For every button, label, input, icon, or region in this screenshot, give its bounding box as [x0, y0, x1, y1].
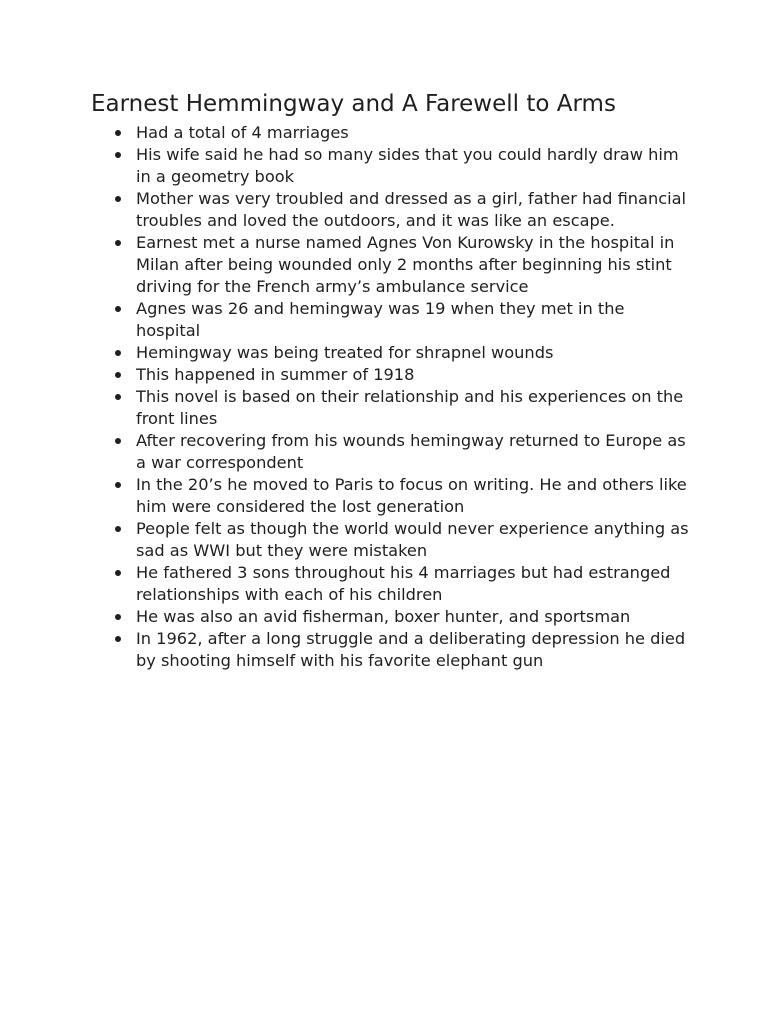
list-item: [113, 298, 693, 342]
bullet-icon: [115, 526, 121, 532]
note-text: He was also an avid fisherman, boxer hunter, and sportsman: [136, 607, 631, 626]
note-text: In 1962, after a long struggle and a deliberating depression he died by shooting himself with his favorite elephant gun: [136, 629, 686, 670]
note-text: This novel is based on their relationship and his experiences on the front lines: [136, 387, 684, 428]
bullet-icon: [115, 394, 121, 400]
note-text: His wife said he had so many sides that you could hardly draw him in a geometry book: [136, 145, 679, 186]
list-item: [113, 364, 693, 386]
note-text: Hemingway was being treated for shrapnel wounds: [136, 343, 554, 362]
bullet-icon: [115, 636, 121, 642]
list-item: [113, 628, 693, 672]
document-title: Earnest Hemmingway and A Farewell to Arms: [91, 91, 616, 117]
bullet-icon: [115, 240, 121, 246]
bullet-icon: [115, 152, 121, 158]
bullet-icon: [115, 438, 121, 444]
note-text: Had a total of 4 marriages: [136, 123, 349, 142]
bullet-icon: [115, 372, 121, 378]
list-item: [113, 562, 693, 606]
list-item: [113, 342, 693, 364]
bullet-icon: [115, 482, 121, 488]
note-text: In the 20’s he moved to Paris to focus on writing. He and others like him were considered the lost generation: [136, 475, 687, 516]
note-text: Mother was very troubled and dressed as a girl, father had financial troubles and loved the outdoors, and it was like an escape.: [136, 189, 687, 230]
list-item: [113, 518, 693, 562]
bullet-icon: [115, 196, 121, 202]
bullet-icon: [115, 306, 121, 312]
bullet-icon: [115, 570, 121, 576]
note-text: People felt as though the world would never experience anything as sad as WWI but they were mistaken: [136, 519, 689, 560]
notes-list: [113, 122, 693, 672]
list-item: [113, 188, 693, 232]
note-text: He fathered 3 sons throughout his 4 marriages but had estranged relationships with each of his children: [136, 563, 671, 604]
list-item: [113, 606, 693, 628]
note-text: After recovering from his wounds hemingway returned to Europe as a war correspondent: [136, 431, 686, 472]
note-text: Agnes was 26 and hemingway was 19 when they met in the hospital: [136, 299, 625, 340]
list-item: [113, 122, 693, 144]
bullet-icon: [115, 614, 121, 620]
bullet-icon: [115, 350, 121, 356]
list-item: [113, 144, 693, 188]
note-text: Earnest met a nurse named Agnes Von Kurowsky in the hospital in Milan after being wounded only 2 months after beginning his stint driving for the French army’s ambulance service: [136, 233, 675, 296]
list-item: [113, 474, 693, 518]
list-item: [113, 386, 693, 430]
list-item: [113, 232, 693, 298]
bullet-icon: [115, 130, 121, 136]
list-item: [113, 430, 693, 474]
note-text: This happened in summer of 1918: [136, 365, 415, 384]
